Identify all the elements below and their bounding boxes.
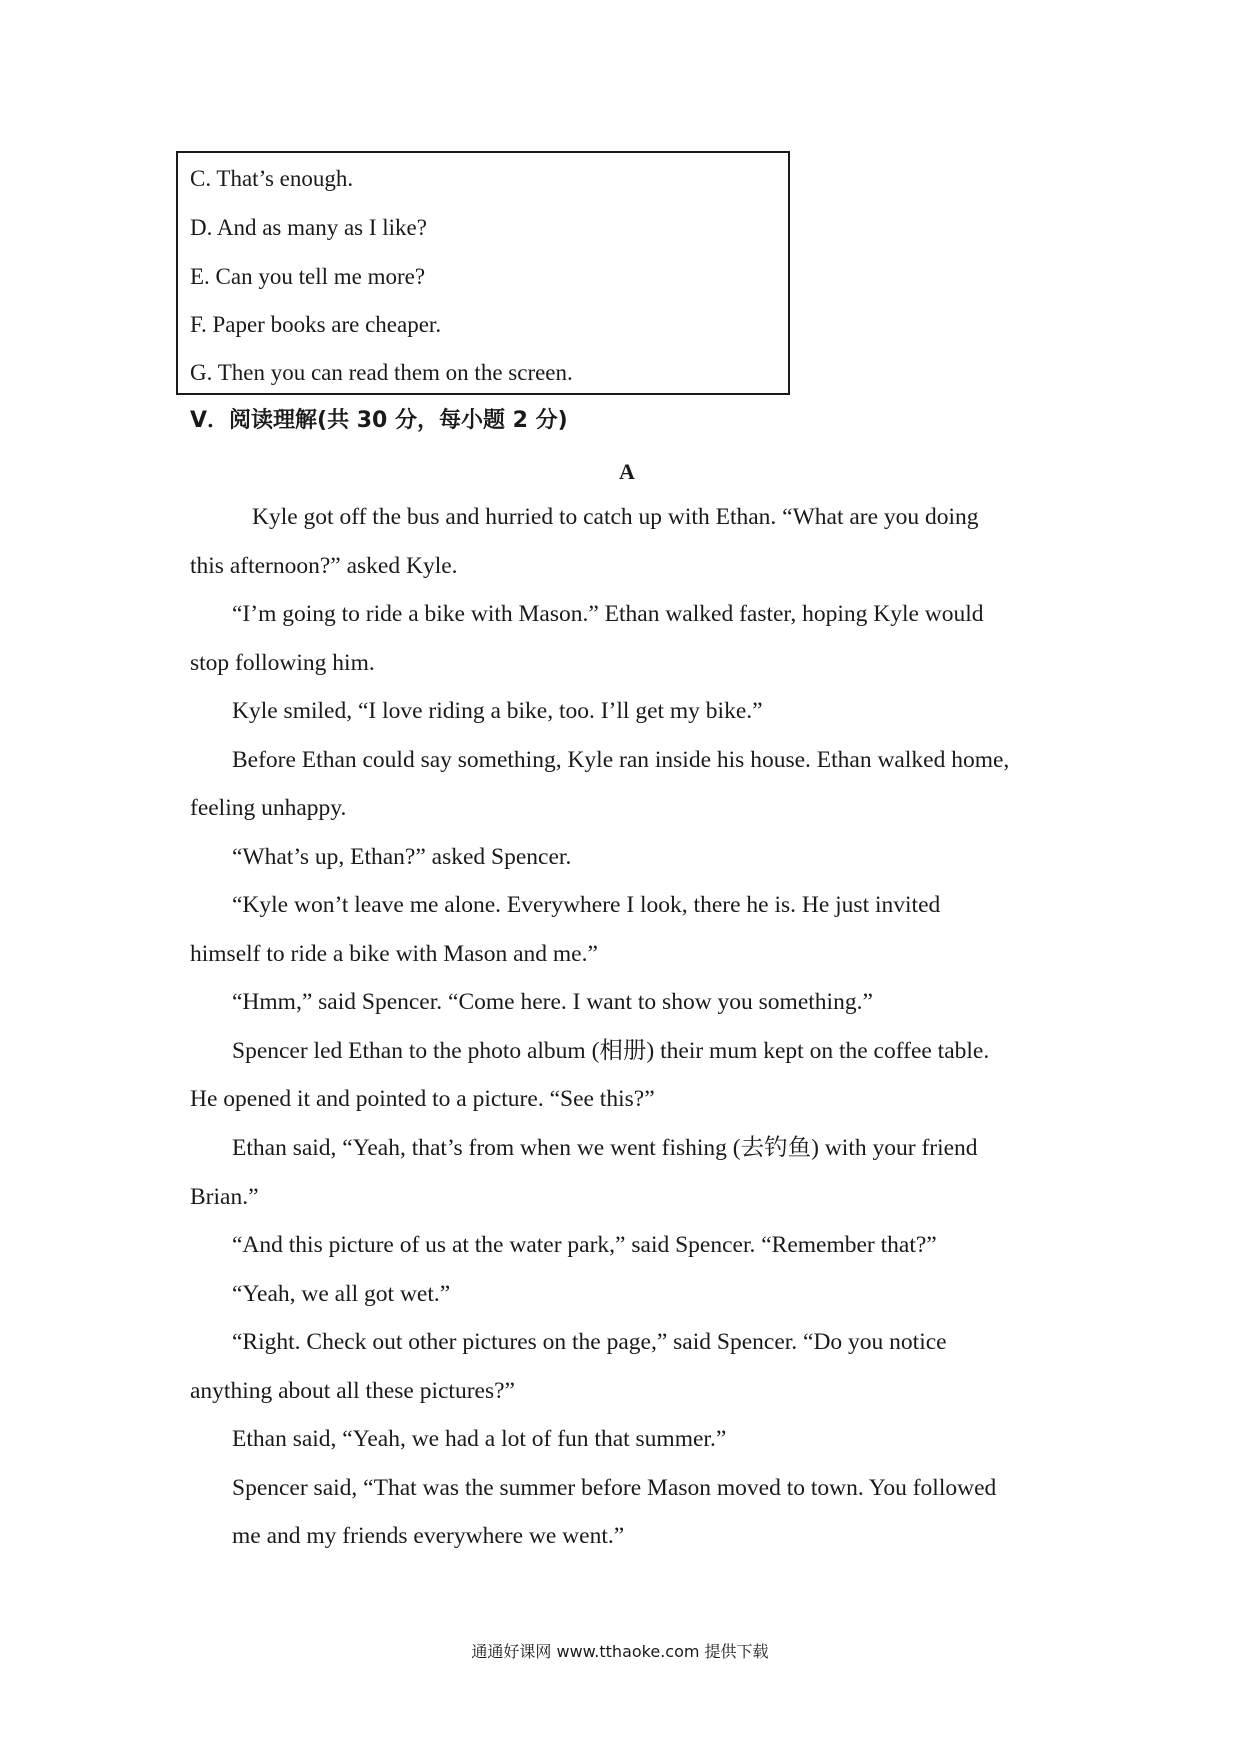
passage-line: stop following him. (190, 650, 375, 676)
passage-line: “And this picture of us at the water park,” said Spencer. “Remember that?” (232, 1232, 937, 1258)
section-heading: V．阅读理解(共 30 分，每小题 2 分) (190, 408, 568, 433)
passage-line: this afternoon?” asked Kyle. (190, 553, 458, 579)
passage-line: anything about all these pictures?” (190, 1378, 515, 1404)
passage-line: “What’s up, Ethan?” asked Spencer. (232, 844, 572, 870)
passage-line: “Right. Check out other pictures on the page,” said Spencer. “Do you notice (232, 1329, 947, 1355)
option-g: G. Then you can read them on the screen. (190, 360, 573, 385)
passage-line: He opened it and pointed to a picture. “See this?” (190, 1086, 655, 1112)
passage-line: “Hmm,” said Spencer. “Come here. I want to show you something.” (232, 989, 873, 1015)
passage-line: himself to ride a bike with Mason and me.” (190, 941, 598, 967)
passage-line: Spencer said, “That was the summer before Mason moved to town. You followed (232, 1475, 997, 1501)
passage-line: Kyle got off the bus and hurried to catch up with Ethan. “What are you doing (252, 504, 979, 530)
passage-line: Ethan said, “Yeah, we had a lot of fun that summer.” (232, 1426, 727, 1452)
passage-line: Before Ethan could say something, Kyle ran inside his house. Ethan walked home, (232, 747, 1010, 773)
passage-label: A (619, 459, 635, 484)
passage-line: “I’m going to ride a bike with Mason.” Ethan walked faster, hoping Kyle would (232, 601, 984, 627)
option-d: D. And as many as I like? (190, 215, 427, 240)
passage-line: me and my friends everywhere we went.” (232, 1523, 625, 1549)
passage-line: feeling unhappy. (190, 795, 347, 821)
option-f: F. Paper books are cheaper. (190, 312, 442, 337)
passage-line: Brian.” (190, 1184, 259, 1210)
page-footer: 通通好课网 www.tthaoke.com 提供下载 (471, 1642, 769, 1661)
passage-line: “Yeah, we all got wet.” (232, 1281, 451, 1307)
passage-line: Kyle smiled, “I love riding a bike, too. I’ll get my bike.” (232, 698, 763, 724)
option-e: E. Can you tell me more? (190, 264, 426, 289)
passage-line: Spencer led Ethan to the photo album (相册) their mum kept on the coffee table. (232, 1038, 990, 1064)
options-box (176, 151, 790, 395)
passage-line: “Kyle won’t leave me alone. Everywhere I look, there he is. He just invited (232, 892, 941, 918)
passage-line: Ethan said, “Yeah, that’s from when we went fishing (去钓鱼) with your friend (232, 1135, 978, 1161)
option-c: C. That’s enough. (190, 166, 354, 191)
